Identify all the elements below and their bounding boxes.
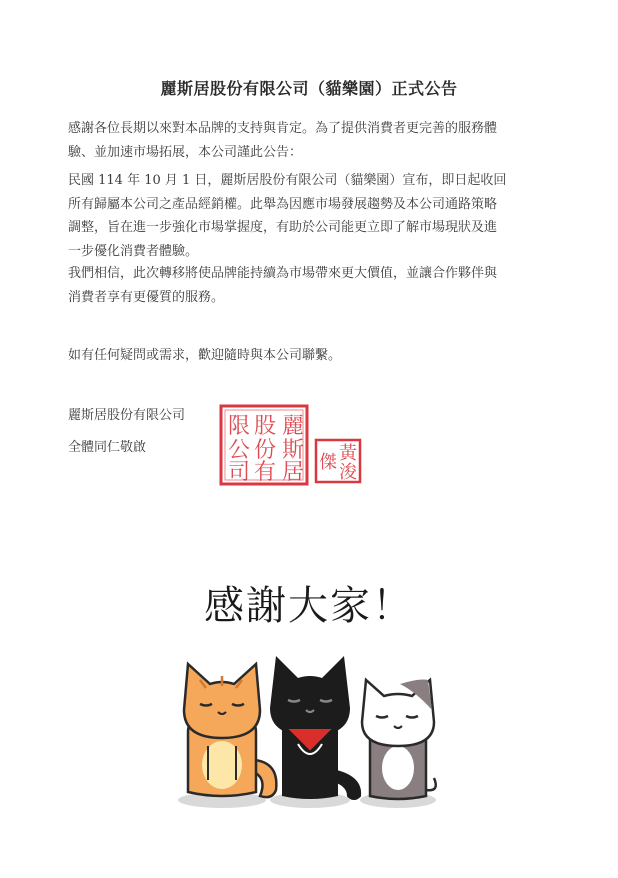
svg-text:傑: 傑 — [319, 452, 337, 473]
contact-paragraph: 如有任何疑問或需求，歡迎隨時與本公司聯繫。 — [68, 348, 342, 363]
cats-illustration — [170, 640, 450, 820]
svg-text:份: 份 — [254, 438, 277, 463]
svg-text:限: 限 — [228, 414, 251, 439]
calico-cat-icon — [362, 680, 436, 800]
svg-text:麗: 麗 — [282, 414, 305, 439]
signature-closing: 全體同仁敬啟 — [68, 440, 147, 455]
notice-title: 麗斯居股份有限公司（貓樂園）正式公告 — [160, 79, 458, 98]
svg-text:有: 有 — [254, 460, 277, 485]
svg-text:司: 司 — [228, 460, 251, 485]
svg-text:浚: 浚 — [339, 462, 357, 483]
svg-text:股: 股 — [254, 414, 277, 439]
announcement-paragraph: 民國 114 年 10 月 1 日，麗斯居股份有限公司（貓樂園）宣布，即日起收回所有歸屬本公司之產品經銷權。此舉為因應市場發展趨勢及本公司通路策略調整，旨在進一步強化市場掌握度，有助於公司能更立即了解市場現狀及進一步優化消費者體驗。 — [68, 173, 507, 259]
thanks-heading: 感謝大家！ — [204, 583, 414, 629]
svg-text:斯: 斯 — [282, 438, 305, 463]
black-cat-icon — [270, 656, 360, 799]
belief-paragraph: 我們相信，此次轉移將使品牌能持續為市場帶來更大價值，並讓合作夥伴與消費者享有更優質的服務。 — [68, 266, 498, 305]
personal-seal-icon — [314, 438, 362, 484]
svg-text:黃: 黃 — [339, 443, 357, 464]
intro-paragraph: 感謝各位長期以來對本品牌的支持與肯定。為了提供消費者更完善的服務體驗、並加速市場拓展，本公司謹此公告： — [68, 121, 498, 160]
svg-text:公: 公 — [228, 438, 251, 463]
signature-company: 麗斯居股份有限公司 — [68, 408, 186, 423]
company-seal-icon — [218, 403, 310, 487]
svg-text:居: 居 — [282, 460, 305, 485]
orange-cat-icon — [184, 664, 276, 797]
